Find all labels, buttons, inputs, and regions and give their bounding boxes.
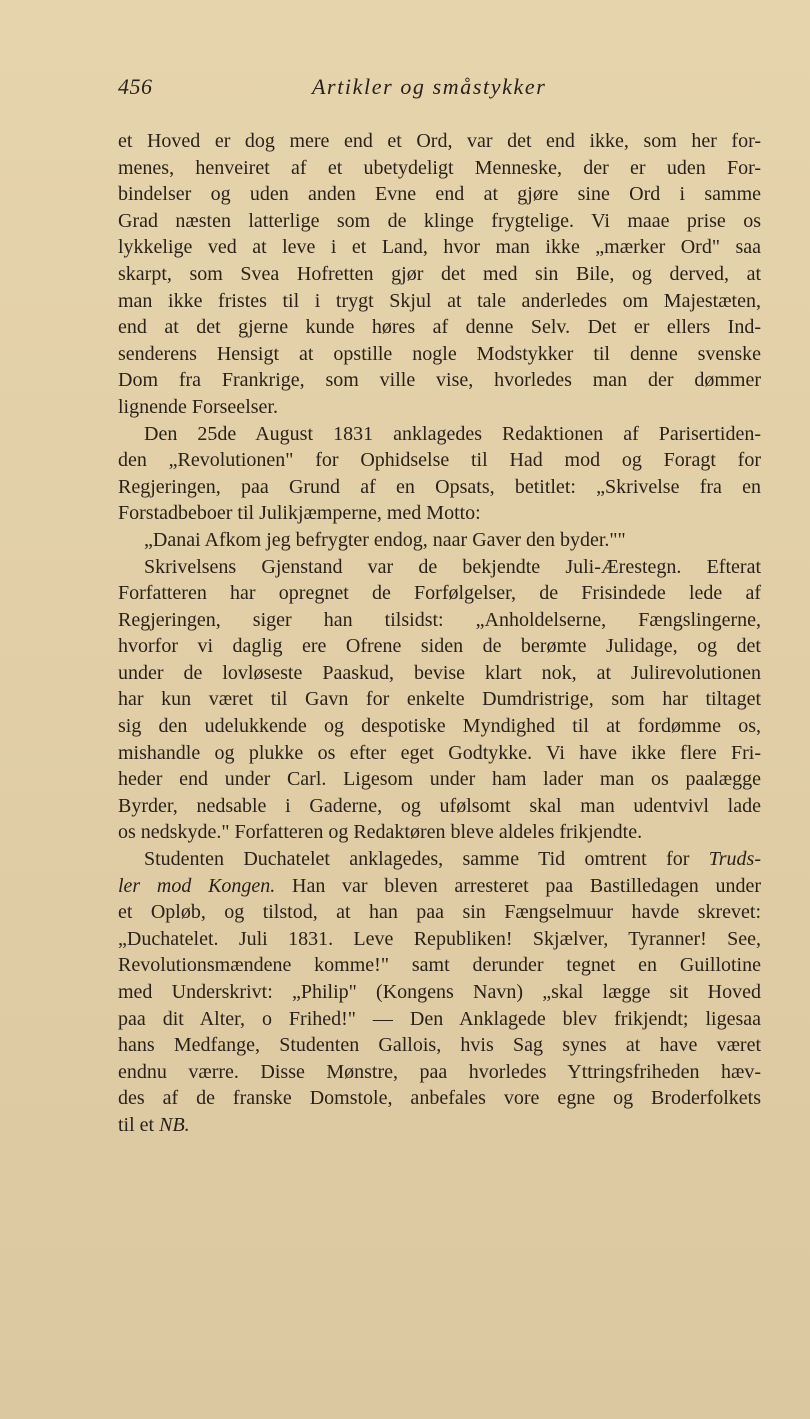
text-segment: til et: [118, 1113, 160, 1136]
text-line: den „Revolutionen" for Ophidselse til Had mod og Foragt for: [118, 449, 761, 472]
text-line: heder end under Carl. Ligesom under ham lader man os paalægge: [118, 768, 761, 791]
text-line: end at det gjerne kunde høres af denne Selv. Det er ellers Ind-: [118, 316, 761, 339]
text-line: Regjeringen, paa Grund af en Opsats, betitlet: „Skrivelse fra en: [118, 475, 761, 498]
text-line: Forstadbeboer til Julikjæmperne, med Motto:: [118, 502, 481, 525]
paragraph: [118, 527, 761, 554]
text-line: Skrivelsens Gjenstand var de bekjendte Juli-Ærestegn. Efterat: [144, 555, 761, 578]
text-line: man ikke fristes til i trygt Skjul at tale anderledes om Majestæten,: [118, 289, 761, 312]
text-segment: Han var bleven arresteret paa Bastilledagen under: [275, 874, 761, 897]
text-line: Revolutionsmændene komme!" samt derunder tegnet en Guillotine: [118, 954, 761, 977]
paragraph: [118, 128, 761, 421]
page-number: 456: [118, 74, 153, 99]
text-line: skarpt, som Svea Hofretten gjør det med sin Bile, og derved, at: [118, 262, 761, 285]
text-line: sig den udelukkende og despotiske Myndighed til at fordømme os,: [118, 715, 761, 738]
text-line: des af de franske Domstole, anbefales vore egne og Broderfolkets: [118, 1087, 761, 1110]
body-text: [118, 128, 761, 1139]
text-line: [118, 873, 761, 900]
italic-text: NB.: [159, 1113, 190, 1136]
text-line: under de lovløseste Paaskud, bevise klart nok, at Julirevolutionen: [118, 661, 761, 684]
text-line: hans Medfange, Studenten Gallois, hvis Sag synes at have været: [118, 1034, 761, 1057]
text-line: senderens Hensigt at opstille nogle Modstykker til denne svenske: [118, 342, 761, 365]
text-line: [118, 846, 761, 873]
text-line: endnu værre. Disse Mønstre, paa hvorledes Yttringsfriheden hæv-: [118, 1060, 761, 1083]
text-line: hvorfor vi daglig ere Ofrene siden de berømte Julidage, og det: [118, 635, 761, 658]
paragraph: [118, 846, 761, 1139]
text-line: mishandle og plukke os efter eget Godtykke. Vi have ikke flere Fri-: [118, 741, 761, 764]
text-line: paa dit Alter, o Frihed!" — Den Anklagede blev frikjendt; ligesaa: [118, 1007, 761, 1030]
page-header: [118, 74, 764, 106]
text-line: os nedskyde." Forfatteren og Redaktøren bleve aldeles frikjendte.: [118, 821, 643, 844]
text-line: Dom fra Frankrige, som ville vise, hvorledes man der dømmer: [118, 369, 761, 392]
italic-text: Truds-: [708, 848, 761, 871]
text-line: menes, henveiret af et ubetydeligt Menneske, der er uden For-: [118, 156, 761, 179]
text-line: lykkelige ved at leve i et Land, hvor man ikke „mærker Ord" saa: [118, 236, 761, 259]
paragraph: [118, 421, 761, 527]
text-line: Byrder, nedsable i Gaderne, og ufølsomt skal man udentvivl lade: [118, 794, 761, 817]
text-line: lignende Forseelser.: [118, 395, 278, 418]
paragraph: [118, 554, 761, 847]
text-line: Grad næsten latterlige som de klinge frygtelige. Vi maae prise os: [118, 209, 761, 232]
running-title: Artikler og småstykker: [312, 74, 547, 99]
text-line: Forfatteren har opregnet de Forfølgelser, de Frisindede lede af: [118, 582, 761, 605]
italic-text: ler mod Kongen.: [118, 874, 276, 897]
text-line: et Hoved er dog mere end et Ord, var det end ikke, som her for-: [118, 130, 761, 152]
text-segment: Studenten Duchatelet anklagedes, samme Tid omtrent for: [144, 848, 709, 871]
text-line: „Duchatelet. Juli 1831. Leve Republiken! Skjælver, Tyranner! See,: [118, 927, 761, 950]
text-line: Regjeringen, siger han tilsidst: „Anholdelserne, Fængslingerne,: [118, 608, 761, 631]
text-line: bindelser og uden anden Evne end at gjøre sine Ord i samme: [118, 183, 761, 206]
text-line: Den 25de August 1831 anklagedes Redaktionen af Parisertiden-: [144, 422, 761, 445]
text-line: „Danai Afkom jeg befrygter endog, naar Gaver den byder."": [144, 528, 626, 551]
text-line: med Underskrivt: „Philip" (Kongens Navn) „skal lægge sit Hoved: [118, 981, 761, 1003]
text-line: [118, 1112, 761, 1139]
text-line: har kun været til Gavn for enkelte Dumdristrige, som har tiltaget: [118, 688, 761, 711]
text-line: et Opløb, og tilstod, at han paa sin Fængselmuur havde skrevet:: [118, 901, 761, 924]
